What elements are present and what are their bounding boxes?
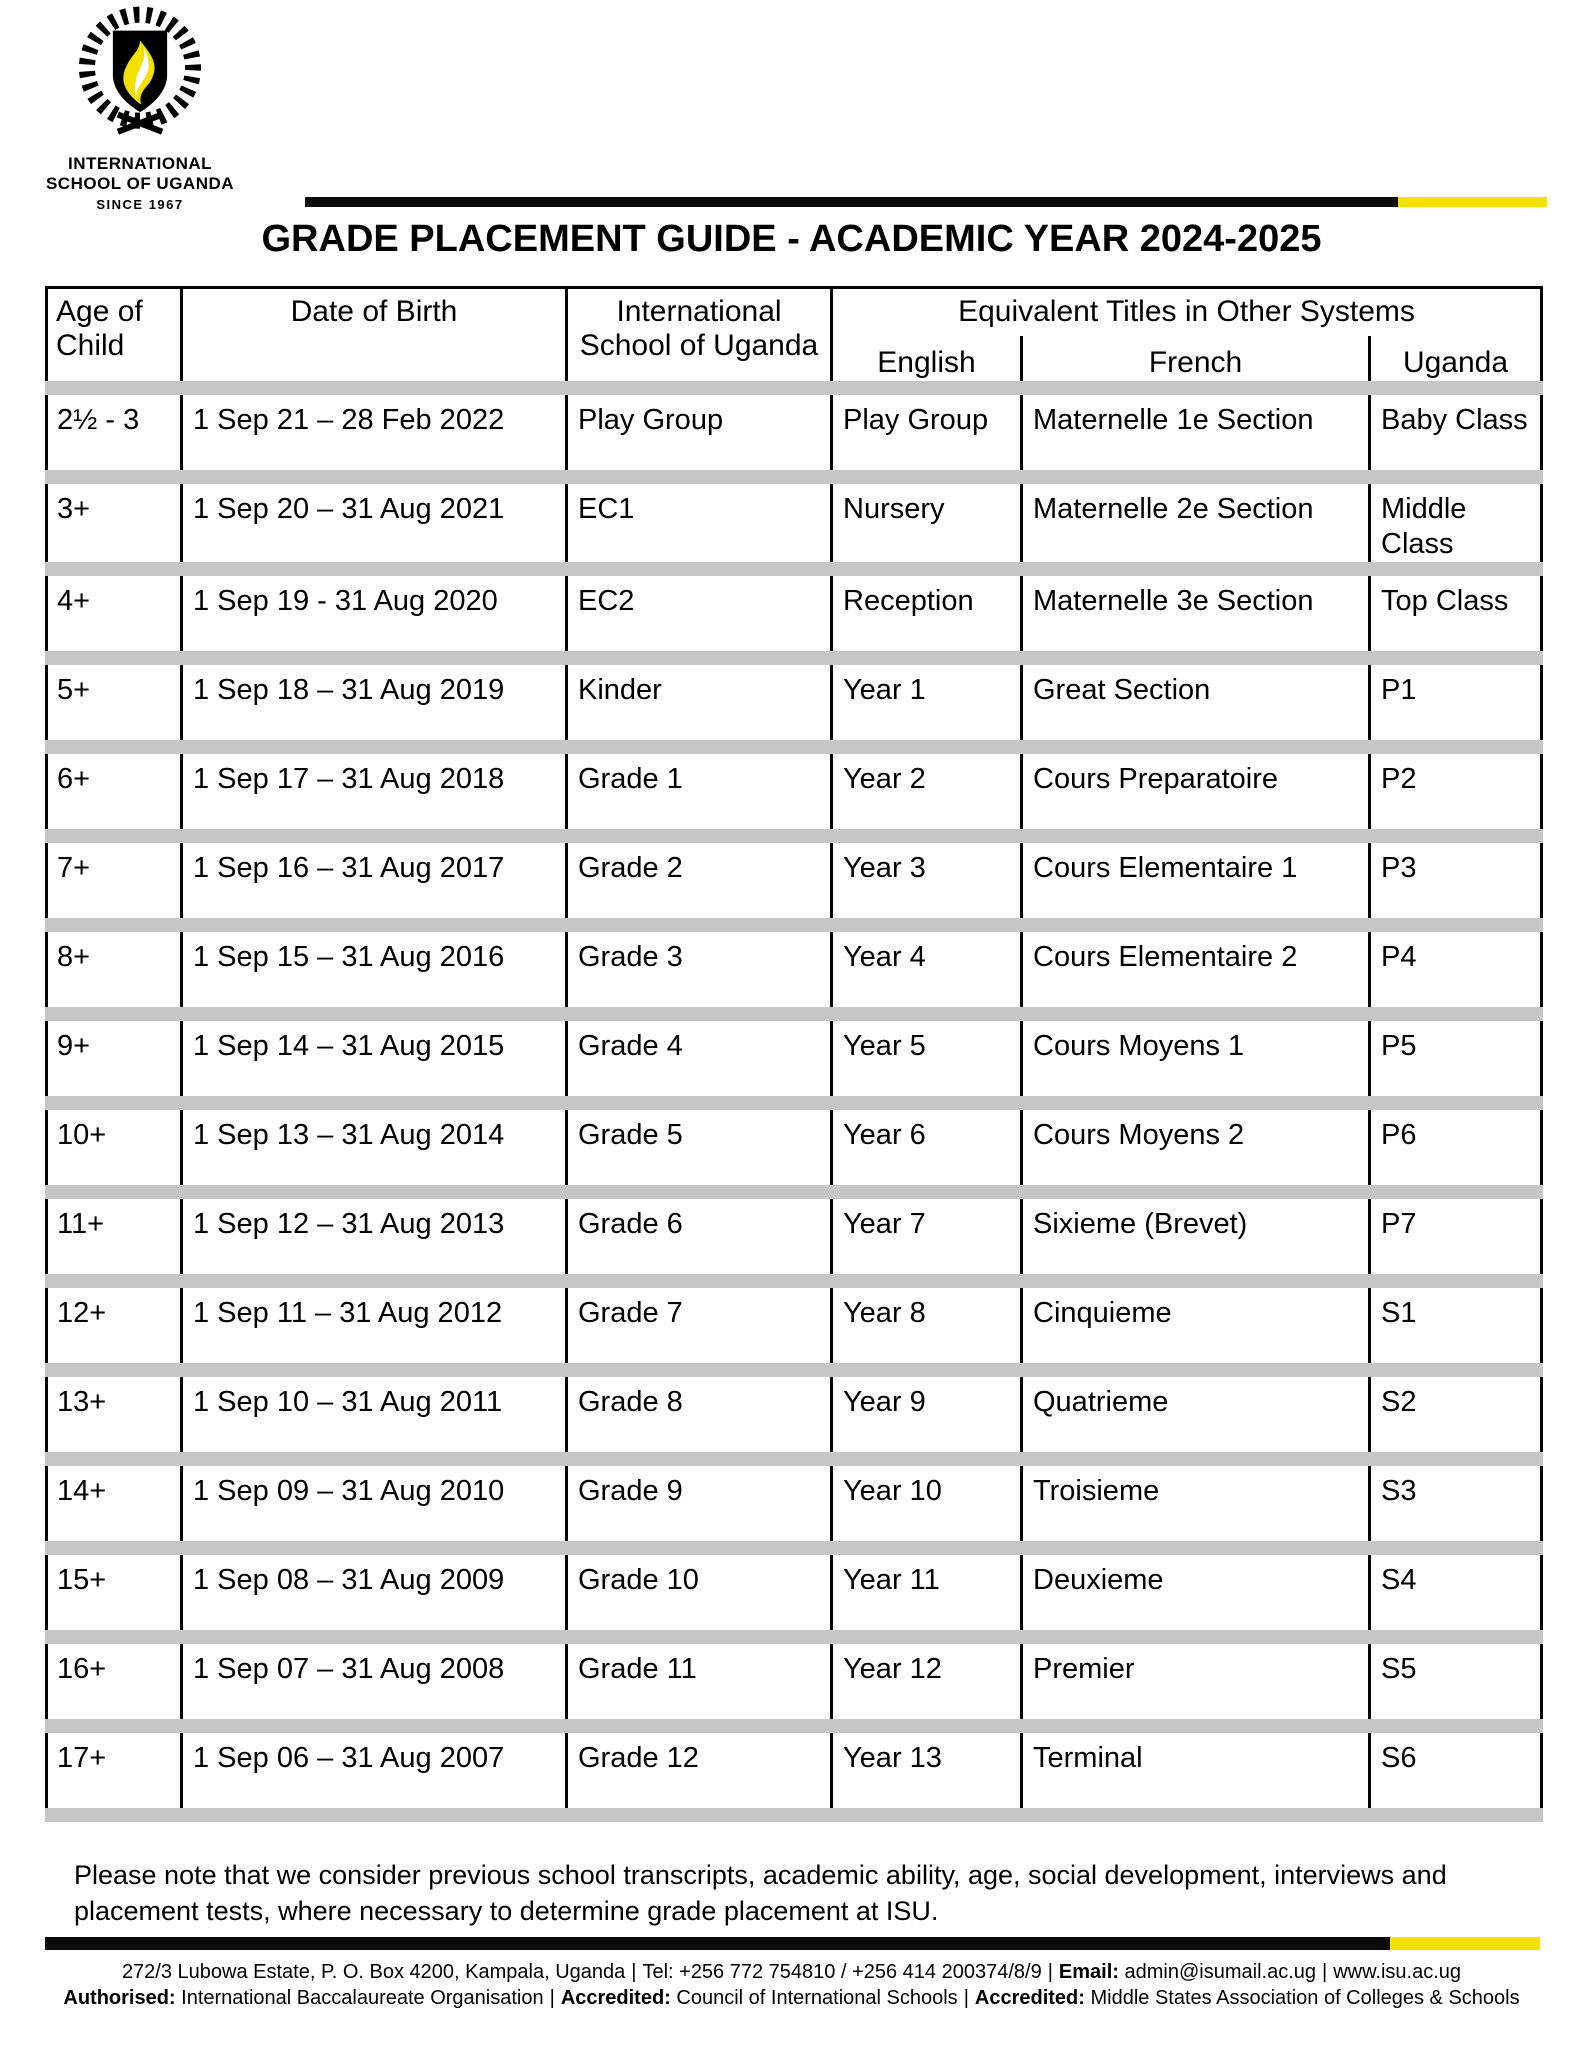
cell-english-title: Year 1: [830, 665, 1020, 740]
cell-isu-grade: Grade 11: [565, 1644, 830, 1719]
footer-contact-line: [0, 1961, 1583, 1984]
cell-date-of-birth: 1 Sep 16 – 31 Aug 2017: [180, 843, 565, 918]
cell-age-of-child: 5+: [45, 665, 180, 740]
header-group-equivalent-titles: [830, 289, 1540, 381]
cell-uganda-title: S5: [1368, 1644, 1540, 1719]
cell-isu-grade: Play Group: [565, 395, 830, 470]
cell-english-title: Year 3: [830, 843, 1020, 918]
cell-uganda-title: Baby Class: [1368, 395, 1540, 470]
page-title: GRADE PLACEMENT GUIDE - ACADEMIC YEAR 2024-2025: [261, 218, 1322, 260]
cell-uganda-title: S3: [1368, 1466, 1540, 1541]
table-row: [45, 754, 1543, 829]
cell-uganda-title: S6: [1368, 1733, 1540, 1808]
row-separator: [45, 651, 1543, 665]
table-row: [45, 1021, 1543, 1096]
cell-french-title: Cours Elementaire 2: [1020, 932, 1368, 1007]
footer-authorised-label: Authorised:: [63, 1987, 176, 2009]
footer-accredited-label: Accredited:: [560, 1987, 671, 2009]
cell-english-title: Nursery: [830, 484, 1020, 562]
cell-french-title: Cinquieme: [1020, 1288, 1368, 1363]
table-row: [45, 1555, 1543, 1630]
top-bar-black-segment: [305, 197, 1398, 207]
cell-date-of-birth: 1 Sep 15 – 31 Aug 2016: [180, 932, 565, 1007]
cell-isu-grade: Grade 5: [565, 1110, 830, 1185]
cell-uganda-title: S1: [1368, 1288, 1540, 1363]
footer-accredited-value: Council of International Schools: [676, 1987, 958, 2009]
cell-age-of-child: 15+: [45, 1555, 180, 1630]
table-header: [45, 289, 1543, 381]
table-row: [45, 484, 1543, 562]
cell-isu-grade: Grade 10: [565, 1555, 830, 1630]
cell-isu-grade: Grade 7: [565, 1288, 830, 1363]
table-row: [45, 1733, 1543, 1808]
logo-text-international: INTERNATIONAL: [67, 154, 213, 173]
row-separator: [45, 918, 1543, 932]
cell-uganda-title: P1: [1368, 665, 1540, 740]
header-international-school-of-uganda: International School of Uganda: [565, 289, 830, 381]
row-separator: [45, 1363, 1543, 1377]
cell-date-of-birth: 1 Sep 11 – 31 Aug 2012: [180, 1288, 565, 1363]
cell-french-title: Sixieme (Brevet): [1020, 1199, 1368, 1274]
cell-date-of-birth: 1 Sep 21 – 28 Feb 2022: [180, 395, 565, 470]
footer-separator: |: [1047, 1961, 1053, 1983]
row-separator: [45, 562, 1543, 576]
cell-isu-grade: Grade 2: [565, 843, 830, 918]
cell-uganda-title: P6: [1368, 1110, 1540, 1185]
row-separator: [45, 1452, 1543, 1466]
footer-separator: |: [631, 1961, 637, 1983]
bottom-divider-bar: [45, 1937, 1540, 1950]
cell-french-title: Deuxieme: [1020, 1555, 1368, 1630]
cell-french-title: Troisieme: [1020, 1466, 1368, 1541]
cell-english-title: Year 13: [830, 1733, 1020, 1808]
cell-french-title: Cours Moyens 1: [1020, 1021, 1368, 1096]
footer-authorised-value: International Baccalaureate Organisation: [181, 1987, 544, 2009]
cell-french-title: Cours Moyens 2: [1020, 1110, 1368, 1185]
cell-date-of-birth: 1 Sep 09 – 31 Aug 2010: [180, 1466, 565, 1541]
cell-french-title: Maternelle 1e Section: [1020, 395, 1368, 470]
cell-date-of-birth: 1 Sep 20 – 31 Aug 2021: [180, 484, 565, 562]
bottom-bar-black-segment: [45, 1937, 1390, 1950]
footer-address: 272/3 Lubowa Estate, P. O. Box 4200, Kampala, Uganda: [121, 1961, 626, 1983]
grade-placement-table: [45, 286, 1543, 1822]
cell-english-title: Year 2: [830, 754, 1020, 829]
top-divider-bar: [305, 197, 1547, 207]
cell-age-of-child: 2½ - 3: [45, 395, 180, 470]
header-date-of-birth: Date of Birth: [180, 289, 565, 381]
cell-english-title: Year 12: [830, 1644, 1020, 1719]
cell-english-title: Year 9: [830, 1377, 1020, 1452]
cell-english-title: Year 7: [830, 1199, 1020, 1274]
row-separator: [45, 1541, 1543, 1555]
table-row: [45, 1466, 1543, 1541]
cell-french-title: Quatrieme: [1020, 1377, 1368, 1452]
row-separator: [45, 1630, 1543, 1644]
row-separator: [45, 1274, 1543, 1288]
cell-english-title: Year 8: [830, 1288, 1020, 1363]
table-row: [45, 1110, 1543, 1185]
cell-isu-grade: Grade 4: [565, 1021, 830, 1096]
footer-email-label: Email:: [1058, 1961, 1119, 1983]
cell-english-title: Year 11: [830, 1555, 1020, 1630]
cell-isu-grade: Grade 6: [565, 1199, 830, 1274]
footer-accredited-value: Middle States Association of Colleges & Schools: [1090, 1987, 1520, 2009]
cell-date-of-birth: 1 Sep 18 – 31 Aug 2019: [180, 665, 565, 740]
cell-isu-grade: Grade 3: [565, 932, 830, 1007]
cell-isu-grade: EC2: [565, 576, 830, 651]
cell-age-of-child: 17+: [45, 1733, 180, 1808]
logo-text-school-of-uganda: SCHOOL OF UGANDA: [45, 173, 235, 193]
footer-accreditation-line: [0, 1987, 1583, 2010]
cell-uganda-title: P3: [1368, 843, 1540, 918]
cell-uganda-title: P2: [1368, 754, 1540, 829]
cell-age-of-child: 7+: [45, 843, 180, 918]
row-separator: [45, 1185, 1543, 1199]
footer-separator: |: [963, 1987, 969, 2009]
cell-french-title: Cours Preparatoire: [1020, 754, 1368, 829]
table-row: [45, 1644, 1543, 1719]
header-equivalent-titles: Equivalent Titles in Other Systems: [958, 295, 1415, 328]
footer-website: www.isu.ac.ug: [1333, 1961, 1462, 1983]
cell-age-of-child: 6+: [45, 754, 180, 829]
cell-age-of-child: 3+: [45, 484, 180, 562]
cell-isu-grade: Grade 9: [565, 1466, 830, 1541]
row-separator: [45, 1007, 1543, 1021]
footer-separator: |: [549, 1987, 555, 2009]
cell-english-title: Year 4: [830, 932, 1020, 1007]
cell-french-title: Maternelle 2e Section: [1020, 484, 1368, 562]
footer-email: admin@isumail.ac.ug: [1124, 1961, 1316, 1983]
cell-age-of-child: 12+: [45, 1288, 180, 1363]
header-subrow: [833, 336, 1540, 381]
cell-date-of-birth: 1 Sep 06 – 31 Aug 2007: [180, 1733, 565, 1808]
cell-english-title: Reception: [830, 576, 1020, 651]
school-logo: [44, 6, 236, 212]
cell-age-of-child: 10+: [45, 1110, 180, 1185]
top-bar-yellow-segment: [1398, 197, 1547, 207]
cell-isu-grade: Grade 8: [565, 1377, 830, 1452]
cell-age-of-child: 11+: [45, 1199, 180, 1274]
table-row: [45, 1288, 1543, 1363]
table-row: [45, 1199, 1543, 1274]
cell-age-of-child: 9+: [45, 1021, 180, 1096]
cell-date-of-birth: 1 Sep 12 – 31 Aug 2013: [180, 1199, 565, 1274]
cell-uganda-title: S4: [1368, 1555, 1540, 1630]
cell-date-of-birth: 1 Sep 17 – 31 Aug 2018: [180, 754, 565, 829]
cell-uganda-title: Middle Class: [1368, 484, 1540, 562]
footer-telephone: Tel: +256 772 754810 / +256 414 200374/8/9: [642, 1961, 1042, 1983]
footer-accredited-label: Accredited:: [974, 1987, 1085, 2009]
row-separator: [45, 1096, 1543, 1110]
cell-uganda-title: P7: [1368, 1199, 1540, 1274]
cell-uganda-title: P5: [1368, 1021, 1540, 1096]
cell-date-of-birth: 1 Sep 13 – 31 Aug 2014: [180, 1110, 565, 1185]
row-separator: [45, 381, 1543, 395]
cell-date-of-birth: 1 Sep 08 – 31 Aug 2009: [180, 1555, 565, 1630]
cell-english-title: Year 6: [830, 1110, 1020, 1185]
table-row: [45, 1377, 1543, 1452]
header-uganda: Uganda: [1368, 336, 1540, 381]
placement-note: Please note that we consider previous school transcripts, academic ability, age, social development, interviews and placement tests, where necessary to determine grade placement at ISU.: [74, 1860, 1447, 1926]
cell-isu-grade: EC1: [565, 484, 830, 562]
row-separator: [45, 1719, 1543, 1733]
cell-date-of-birth: 1 Sep 07 – 31 Aug 2008: [180, 1644, 565, 1719]
table-row: [45, 932, 1543, 1007]
cell-age-of-child: 16+: [45, 1644, 180, 1719]
bottom-bar-yellow-segment: [1390, 1937, 1540, 1950]
cell-french-title: Cours Elementaire 1: [1020, 843, 1368, 918]
cell-age-of-child: 14+: [45, 1466, 180, 1541]
table-row: [45, 395, 1543, 470]
table-row: [45, 843, 1543, 918]
cell-french-title: Terminal: [1020, 1733, 1368, 1808]
cell-english-title: Year 5: [830, 1021, 1020, 1096]
cell-age-of-child: 13+: [45, 1377, 180, 1452]
cell-uganda-title: Top Class: [1368, 576, 1540, 651]
cell-english-title: Play Group: [830, 395, 1020, 470]
cell-english-title: Year 10: [830, 1466, 1020, 1541]
table-row: [45, 576, 1543, 651]
school-crest-icon: [64, 6, 216, 154]
cell-isu-grade: Grade 1: [565, 754, 830, 829]
footer-separator: |: [1322, 1961, 1328, 1983]
cell-french-title: Great Section: [1020, 665, 1368, 740]
row-separator: [45, 829, 1543, 843]
header-french: French: [1020, 336, 1368, 381]
table-row: [45, 665, 1543, 740]
cell-french-title: Premier: [1020, 1644, 1368, 1719]
table-body: [45, 381, 1543, 1822]
cell-date-of-birth: 1 Sep 19 - 31 Aug 2020: [180, 576, 565, 651]
header-english: English: [877, 346, 976, 379]
cell-isu-grade: Grade 12: [565, 1733, 830, 1808]
cell-isu-grade: Kinder: [565, 665, 830, 740]
cell-uganda-title: P4: [1368, 932, 1540, 1007]
cell-date-of-birth: 1 Sep 14 – 31 Aug 2015: [180, 1021, 565, 1096]
row-separator: [45, 1808, 1543, 1822]
cell-age-of-child: 4+: [45, 576, 180, 651]
cell-date-of-birth: 1 Sep 10 – 31 Aug 2011: [180, 1377, 565, 1452]
cell-age-of-child: 8+: [45, 932, 180, 1007]
header-age-of-child: Age of Child: [45, 289, 180, 381]
cell-uganda-title: S2: [1368, 1377, 1540, 1452]
row-separator: [45, 470, 1543, 484]
cell-french-title: Maternelle 3e Section: [1020, 576, 1368, 651]
logo-text-since: SINCE 1967: [96, 197, 184, 213]
row-separator: [45, 740, 1543, 754]
